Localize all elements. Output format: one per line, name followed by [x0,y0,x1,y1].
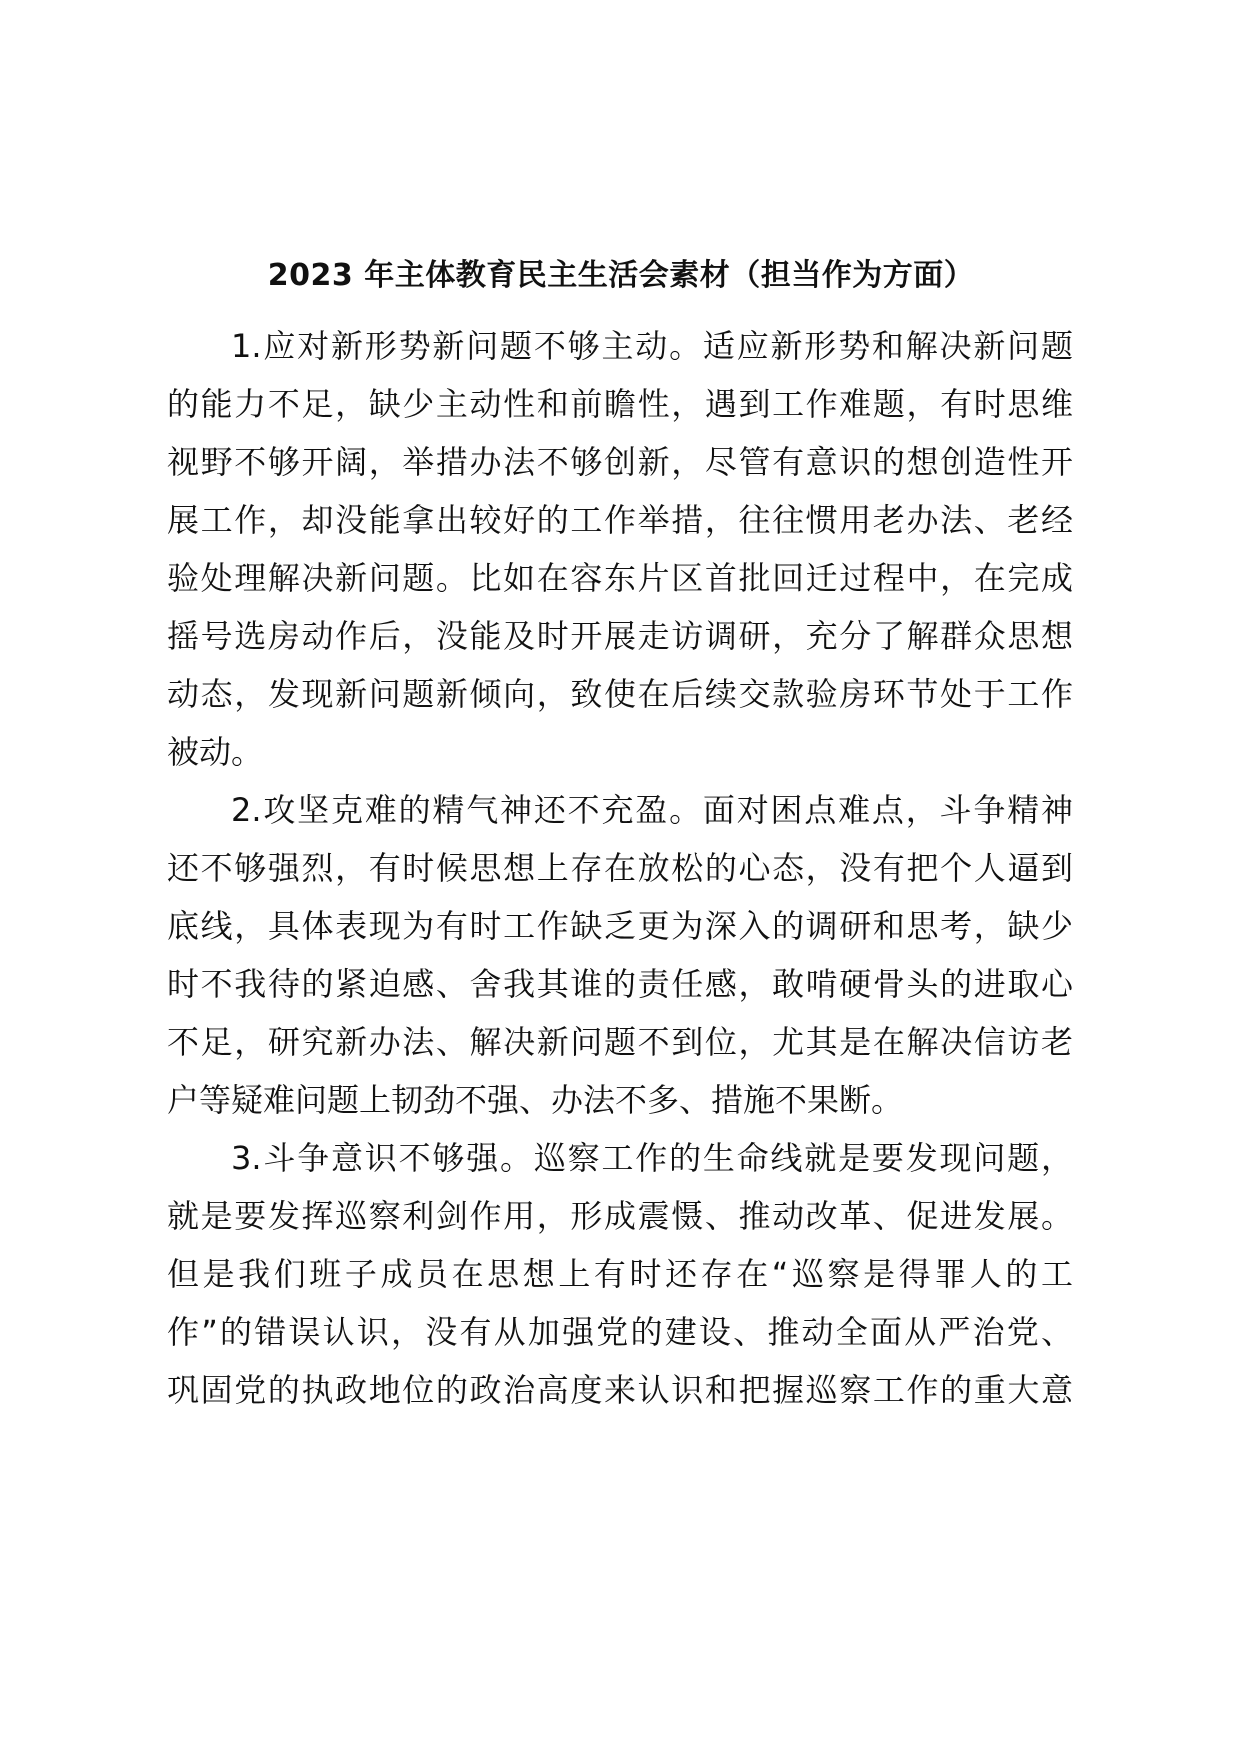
paragraph-line: 1.应对新形势新问题不够主动。适应新形势和解决新问题 [231,327,1073,365]
paragraph-line: 2.攻坚克难的精气神还不充盈。面对困点难点，斗争精神 [231,791,1073,829]
paragraph-line: 的能力不足，缺少主动性和前瞻性，遇到工作难题，有时思维 [167,385,1073,423]
document-title: 2023 年主体教育民主生活会素材（担当作为方面） [267,258,975,293]
paragraph-line: 验处理解决新问题。比如在容东片区首批回迁过程中，在完成 [167,559,1073,597]
paragraph-line: 动态，发现新问题新倾向，致使在后续交款验房环节处于工作 [167,675,1073,713]
paragraph-line: 作”的错误认识，没有从加强党的建设、推动全面从严治党、 [167,1313,1073,1351]
paragraph-line: 被动。 [167,733,264,771]
paragraph-line: 视野不够开阔，举措办法不够创新，尽管有意识的想创造性开 [167,443,1073,481]
paragraph-line: 时不我待的紧迫感、舍我其谁的责任感，敢啃硬骨头的进取心 [167,965,1073,1003]
paragraph-line: 展工作，却没能拿出较好的工作举措，往往惯用老办法、老经 [167,501,1073,539]
paragraph-line: 摇号选房动作后，没能及时开展走访调研，充分了解群众思想 [167,617,1073,655]
paragraph-line: 巩固党的执政地位的政治高度来认识和把握巡察工作的重大意 [167,1371,1073,1409]
paragraph-line: 底线，具体表现为有时工作缺乏更为深入的调研和思考，缺少 [167,907,1073,945]
paragraph-line: 户等疑难问题上韧劲不强、办法不多、措施不果断。 [167,1081,904,1119]
paragraph-line: 3.斗争意识不够强。巡察工作的生命线就是要发现问题， [231,1139,1073,1177]
paragraph-line: 但是我们班子成员在思想上有时还存在“巡察是得罪人的工 [167,1255,1073,1293]
paragraph-line: 就是要发挥巡察利剑作用，形成震慑、推动改革、促进发展。 [167,1197,1073,1235]
paragraph-line: 不足，研究新办法、解决新问题不到位，尤其是在解决信访老 [167,1023,1073,1061]
paragraph-line: 还不够强烈，有时候思想上存在放松的心态，没有把个人逼到 [167,849,1073,887]
